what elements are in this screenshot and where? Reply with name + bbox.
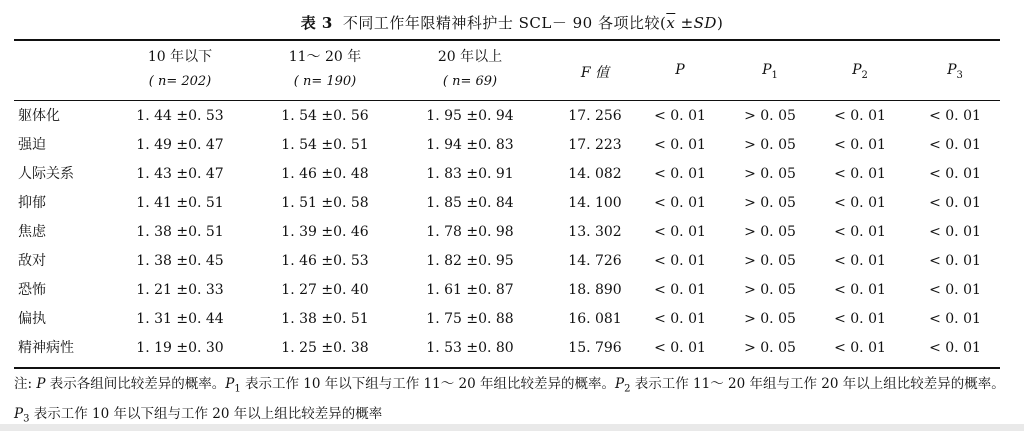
cell-p3: < 0. 01 — [929, 166, 981, 182]
header-group1: 10 年以下 — [147, 49, 213, 65]
cell-group1: 1. 19 ±0. 30 — [136, 340, 224, 356]
cell-p1: > 0. 05 — [744, 253, 796, 269]
cell-f: 13. 302 — [568, 224, 622, 240]
row-label: 偏执 — [18, 311, 46, 327]
cell-f: 17. 256 — [568, 108, 622, 124]
cell-p: < 0. 01 — [654, 137, 706, 153]
table-note — [14, 372, 1010, 431]
cell-group2: 1. 51 ±0. 58 — [281, 195, 369, 211]
note-text-p3: 表示工作 10 年以下组与工作 20 年以上组比较差异的概率 — [29, 405, 383, 422]
cell-p1: > 0. 05 — [744, 340, 796, 356]
cell-group3: 1. 75 ±0. 88 — [426, 311, 514, 327]
note-text-p: 表示各组间比较差异的概率。 — [45, 376, 226, 392]
row-label: 焦虑 — [18, 224, 46, 240]
row-label: 恐怖 — [18, 282, 46, 298]
cell-group2: 1. 39 ±0. 46 — [281, 224, 369, 240]
header-p2-letter: P — [852, 62, 862, 78]
note-p3-sub: 3 — [23, 413, 30, 425]
header-p: P — [675, 62, 685, 78]
cell-group2: 1. 46 ±0. 53 — [281, 253, 369, 269]
cell-group3: 1. 82 ±0. 95 — [426, 253, 514, 269]
note-text-p2: 表示工作 11～ 20 年组与工作 20 年以上组比较差异的概率。 — [630, 376, 1005, 392]
note-p3: P — [14, 405, 24, 422]
cell-group2: 1. 46 ±0. 48 — [281, 166, 369, 182]
cell-p3: < 0. 01 — [929, 340, 981, 356]
table-caption — [0, 12, 1024, 33]
row-label: 精神病性 — [18, 340, 74, 356]
caption-close-paren: ) — [716, 14, 724, 32]
table-row — [0, 102, 1024, 131]
cell-f: 14. 082 — [568, 166, 622, 182]
bottom-rule — [14, 367, 1000, 369]
header-p3 — [935, 62, 975, 81]
cell-p2: < 0. 01 — [834, 137, 886, 153]
sd-symbol: SD — [693, 14, 717, 32]
note-p1-sub: 1 — [234, 383, 241, 395]
cell-p1: > 0. 05 — [744, 108, 796, 124]
cell-p: < 0. 01 — [654, 108, 706, 124]
cell-p3: < 0. 01 — [929, 253, 981, 269]
cell-p2: < 0. 01 — [834, 340, 886, 356]
header-f-value: F 值 — [580, 65, 610, 81]
row-label: 抑郁 — [18, 195, 46, 211]
header-p2 — [840, 62, 880, 81]
cell-group1: 1. 38 ±0. 51 — [136, 224, 224, 240]
header-p1-letter: P — [762, 62, 772, 78]
cell-group1: 1. 31 ±0. 44 — [136, 311, 224, 327]
cell-group2: 1. 25 ±0. 38 — [281, 340, 369, 356]
cell-group3: 1. 78 ±0. 98 — [426, 224, 514, 240]
header-group2: 11～ 20 年 — [288, 49, 362, 65]
cell-p1: > 0. 05 — [744, 166, 796, 182]
table-row — [0, 218, 1024, 247]
note-p: P — [36, 376, 46, 392]
cell-group1: 1. 41 ±0. 51 — [136, 195, 224, 211]
header-group1-n: ( n= 202) — [148, 74, 212, 89]
note-p1: P — [225, 376, 235, 392]
header-rule — [14, 100, 1000, 101]
note-text-p1: 表示工作 10 年以下组与工作 11～ 20 年组比较差异的概率。 — [240, 376, 615, 392]
cell-group2: 1. 54 ±0. 56 — [281, 108, 369, 124]
note-p2-sub: 2 — [624, 383, 631, 395]
note-prefix: 注: — [14, 376, 37, 392]
cell-f: 14. 100 — [568, 195, 622, 211]
row-label: 躯体化 — [18, 108, 60, 124]
page-bottom-bar — [0, 424, 1024, 431]
cell-p: < 0. 01 — [654, 166, 706, 182]
header-p3-letter: P — [947, 62, 957, 78]
cell-p1: > 0. 05 — [744, 282, 796, 298]
top-rule — [14, 39, 1000, 41]
cell-p2: < 0. 01 — [834, 224, 886, 240]
header-group3: 20 年以上 — [437, 49, 503, 65]
cell-p: < 0. 01 — [654, 253, 706, 269]
header-p3-sub: 3 — [956, 69, 963, 81]
cell-group3: 1. 83 ±0. 91 — [426, 166, 514, 182]
header-p1-sub: 1 — [771, 69, 778, 81]
header-group3-n: ( n= 69) — [442, 74, 498, 89]
cell-group2: 1. 27 ±0. 40 — [281, 282, 369, 298]
cell-f: 15. 796 — [568, 340, 622, 356]
cell-p1: > 0. 05 — [744, 137, 796, 153]
row-label: 人际关系 — [18, 166, 74, 182]
cell-p3: < 0. 01 — [929, 137, 981, 153]
header-group2-n: ( n= 190) — [293, 74, 357, 89]
mean-symbol: $\overline{x}$ — [666, 14, 676, 32]
cell-f: 18. 890 — [568, 282, 622, 298]
cell-p: < 0. 01 — [654, 282, 706, 298]
row-label: 强迫 — [18, 137, 46, 153]
cell-group3: 1. 95 ±0. 94 — [426, 108, 514, 124]
cell-p: < 0. 01 — [654, 224, 706, 240]
cell-group2: 1. 54 ±0. 51 — [281, 137, 369, 153]
cell-p2: < 0. 01 — [834, 195, 886, 211]
table-row — [0, 305, 1024, 334]
cell-group1: 1. 49 ±0. 47 — [136, 137, 224, 153]
cell-p1: > 0. 05 — [744, 311, 796, 327]
note-p2: P — [615, 376, 625, 392]
cell-group2: 1. 38 ±0. 51 — [281, 311, 369, 327]
cell-group1: 1. 43 ±0. 47 — [136, 166, 224, 182]
cell-f: 16. 081 — [568, 311, 622, 327]
cell-p: < 0. 01 — [654, 311, 706, 327]
header-p2-sub: 2 — [861, 69, 868, 81]
cell-group1: 1. 21 ±0. 33 — [136, 282, 224, 298]
cell-p2: < 0. 01 — [834, 311, 886, 327]
cell-p3: < 0. 01 — [929, 224, 981, 240]
header-p1 — [750, 62, 790, 81]
cell-group1: 1. 44 ±0. 53 — [136, 108, 224, 124]
plus-minus-symbol: ± — [675, 14, 694, 32]
cell-p1: > 0. 05 — [744, 224, 796, 240]
table-row — [0, 160, 1024, 189]
cell-group3: 1. 53 ±0. 80 — [426, 340, 514, 356]
cell-p2: < 0. 01 — [834, 253, 886, 269]
row-label: 敌对 — [18, 253, 46, 269]
table-row — [0, 247, 1024, 276]
cell-group3: 1. 94 ±0. 83 — [426, 137, 514, 153]
cell-p3: < 0. 01 — [929, 195, 981, 211]
cell-p3: < 0. 01 — [929, 311, 981, 327]
cell-p: < 0. 01 — [654, 195, 706, 211]
table-label: 表 3 — [300, 14, 333, 32]
cell-p3: < 0. 01 — [929, 108, 981, 124]
cell-p2: < 0. 01 — [834, 166, 886, 182]
cell-group3: 1. 85 ±0. 84 — [426, 195, 514, 211]
cell-group1: 1. 38 ±0. 45 — [136, 253, 224, 269]
cell-f: 14. 726 — [568, 253, 622, 269]
table-row — [0, 189, 1024, 218]
cell-p2: < 0. 01 — [834, 108, 886, 124]
cell-p3: < 0. 01 — [929, 282, 981, 298]
cell-group3: 1. 61 ±0. 87 — [426, 282, 514, 298]
cell-p2: < 0. 01 — [834, 282, 886, 298]
cell-p: < 0. 01 — [654, 340, 706, 356]
table-row — [0, 131, 1024, 160]
table-title: 不同工作年限精神科护士 SCL－ 90 各项比较( — [342, 14, 667, 32]
table-row — [0, 276, 1024, 305]
cell-p1: > 0. 05 — [744, 195, 796, 211]
cell-f: 17. 223 — [568, 137, 622, 153]
table-row — [0, 334, 1024, 363]
